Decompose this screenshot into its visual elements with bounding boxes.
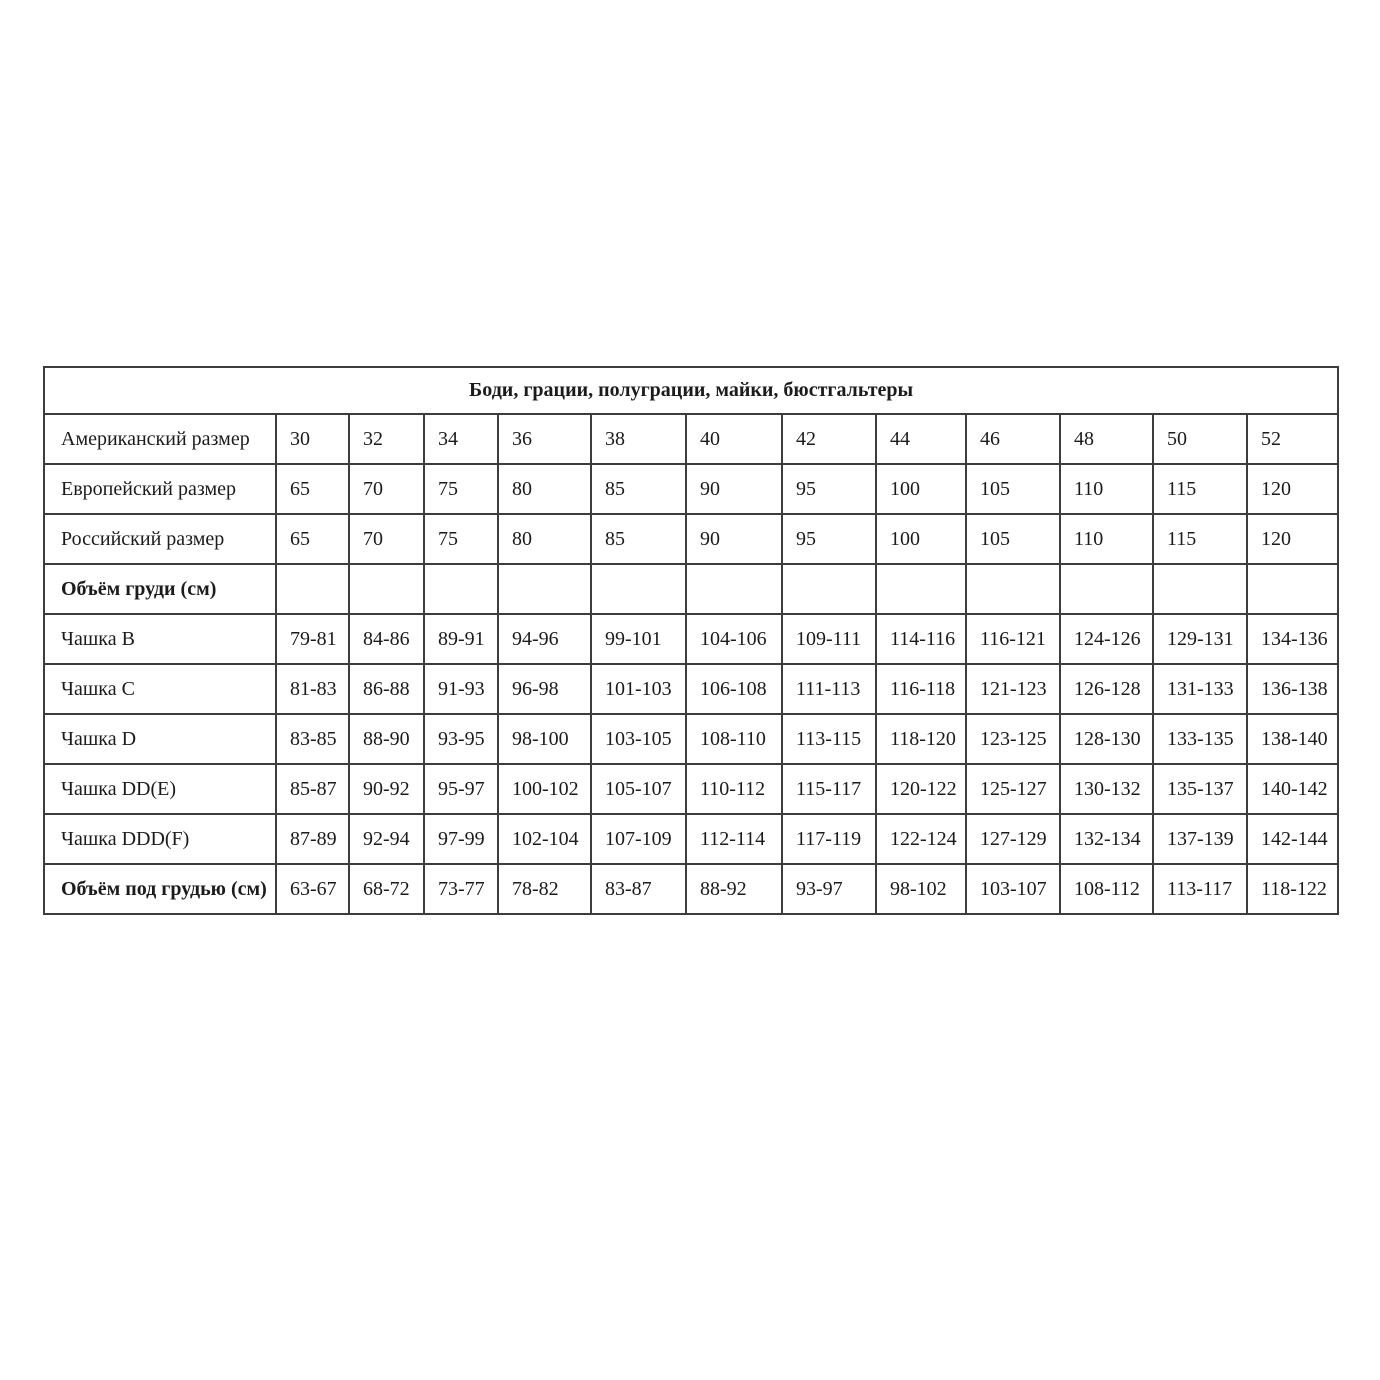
- value-cell: 79-81: [276, 614, 349, 664]
- value-cell: 87-89: [276, 814, 349, 864]
- table-row: [44, 564, 1338, 614]
- value-cell: 73-77: [424, 864, 498, 914]
- value-cell: [276, 564, 349, 614]
- value-cell: 100-102: [498, 764, 591, 814]
- value-cell: 103-107: [966, 864, 1060, 914]
- value-cell: 30: [276, 414, 349, 464]
- value-cell: 115-117: [782, 764, 876, 814]
- table-row: [44, 414, 1338, 464]
- row-label: Европейский размер: [44, 464, 276, 514]
- value-cell: 80: [498, 464, 591, 514]
- value-cell: 113-117: [1153, 864, 1247, 914]
- row-label: Чашка DDD(F): [44, 814, 276, 864]
- value-cell: 88-90: [349, 714, 424, 764]
- value-cell: 52: [1247, 414, 1338, 464]
- value-cell: 84-86: [349, 614, 424, 664]
- value-cell: 123-125: [966, 714, 1060, 764]
- value-cell: [349, 564, 424, 614]
- value-cell: [966, 564, 1060, 614]
- value-cell: 93-95: [424, 714, 498, 764]
- value-cell: 120-122: [876, 764, 966, 814]
- value-cell: 38: [591, 414, 686, 464]
- value-cell: 115: [1153, 464, 1247, 514]
- value-cell: 133-135: [1153, 714, 1247, 764]
- value-cell: 114-116: [876, 614, 966, 664]
- value-cell: 100: [876, 514, 966, 564]
- value-cell: 125-127: [966, 764, 1060, 814]
- value-cell: 102-104: [498, 814, 591, 864]
- value-cell: 42: [782, 414, 876, 464]
- value-cell: 110: [1060, 464, 1153, 514]
- value-cell: 105: [966, 514, 1060, 564]
- value-cell: 90: [686, 464, 782, 514]
- value-cell: 108-112: [1060, 864, 1153, 914]
- value-cell: 129-131: [1153, 614, 1247, 664]
- row-label: Чашка C: [44, 664, 276, 714]
- value-cell: 110: [1060, 514, 1153, 564]
- table-title-row: [44, 367, 1338, 414]
- value-cell: 109-111: [782, 614, 876, 664]
- value-cell: 32: [349, 414, 424, 464]
- value-cell: 75: [424, 514, 498, 564]
- value-cell: 83-87: [591, 864, 686, 914]
- value-cell: 100: [876, 464, 966, 514]
- value-cell: 90: [686, 514, 782, 564]
- row-label: Чашка B: [44, 614, 276, 664]
- value-cell: 140-142: [1247, 764, 1338, 814]
- value-cell: [876, 564, 966, 614]
- value-cell: 85: [591, 514, 686, 564]
- table-row: [44, 764, 1338, 814]
- table-row: [44, 614, 1338, 664]
- row-label: Чашка DD(E): [44, 764, 276, 814]
- value-cell: 90-92: [349, 764, 424, 814]
- value-cell: 122-124: [876, 814, 966, 864]
- value-cell: 83-85: [276, 714, 349, 764]
- table-row: [44, 464, 1338, 514]
- value-cell: 96-98: [498, 664, 591, 714]
- value-cell: 99-101: [591, 614, 686, 664]
- value-cell: 92-94: [349, 814, 424, 864]
- row-label: Объём под грудью (см): [44, 864, 276, 914]
- value-cell: [686, 564, 782, 614]
- value-cell: 44: [876, 414, 966, 464]
- table-row: [44, 814, 1338, 864]
- value-cell: [1060, 564, 1153, 614]
- value-cell: 95: [782, 514, 876, 564]
- value-cell: 63-67: [276, 864, 349, 914]
- value-cell: 94-96: [498, 614, 591, 664]
- value-cell: 112-114: [686, 814, 782, 864]
- value-cell: [1247, 564, 1338, 614]
- value-cell: 130-132: [1060, 764, 1153, 814]
- size-table-body: [44, 367, 1338, 914]
- value-cell: 81-83: [276, 664, 349, 714]
- size-chart-table: [43, 366, 1339, 915]
- value-cell: 34: [424, 414, 498, 464]
- value-cell: 70: [349, 514, 424, 564]
- value-cell: 113-115: [782, 714, 876, 764]
- value-cell: 93-97: [782, 864, 876, 914]
- value-cell: 88-92: [686, 864, 782, 914]
- value-cell: 135-137: [1153, 764, 1247, 814]
- value-cell: 70: [349, 464, 424, 514]
- value-cell: 50: [1153, 414, 1247, 464]
- value-cell: 115: [1153, 514, 1247, 564]
- value-cell: 116-121: [966, 614, 1060, 664]
- value-cell: 95: [782, 464, 876, 514]
- value-cell: 107-109: [591, 814, 686, 864]
- value-cell: 85-87: [276, 764, 349, 814]
- value-cell: 40: [686, 414, 782, 464]
- value-cell: 97-99: [424, 814, 498, 864]
- row-label: Американский размер: [44, 414, 276, 464]
- row-label: Российский размер: [44, 514, 276, 564]
- value-cell: 128-130: [1060, 714, 1153, 764]
- value-cell: 36: [498, 414, 591, 464]
- row-label: Объём груди (см): [44, 564, 276, 614]
- value-cell: 118-120: [876, 714, 966, 764]
- table-row: [44, 714, 1338, 764]
- value-cell: [1153, 564, 1247, 614]
- value-cell: 121-123: [966, 664, 1060, 714]
- value-cell: 65: [276, 464, 349, 514]
- value-cell: 65: [276, 514, 349, 564]
- value-cell: 98-102: [876, 864, 966, 914]
- value-cell: 126-128: [1060, 664, 1153, 714]
- value-cell: 91-93: [424, 664, 498, 714]
- value-cell: 117-119: [782, 814, 876, 864]
- value-cell: 103-105: [591, 714, 686, 764]
- value-cell: 111-113: [782, 664, 876, 714]
- value-cell: 48: [1060, 414, 1153, 464]
- table-row: [44, 664, 1338, 714]
- value-cell: 105: [966, 464, 1060, 514]
- value-cell: [782, 564, 876, 614]
- value-cell: 89-91: [424, 614, 498, 664]
- table-row: [44, 864, 1338, 914]
- value-cell: [498, 564, 591, 614]
- value-cell: 118-122: [1247, 864, 1338, 914]
- value-cell: 120: [1247, 464, 1338, 514]
- value-cell: 136-138: [1247, 664, 1338, 714]
- value-cell: 110-112: [686, 764, 782, 814]
- value-cell: 137-139: [1153, 814, 1247, 864]
- value-cell: 46: [966, 414, 1060, 464]
- value-cell: 132-134: [1060, 814, 1153, 864]
- value-cell: 116-118: [876, 664, 966, 714]
- value-cell: 105-107: [591, 764, 686, 814]
- value-cell: 101-103: [591, 664, 686, 714]
- value-cell: 68-72: [349, 864, 424, 914]
- value-cell: 80: [498, 514, 591, 564]
- value-cell: 85: [591, 464, 686, 514]
- value-cell: 120: [1247, 514, 1338, 564]
- value-cell: [591, 564, 686, 614]
- value-cell: 134-136: [1247, 614, 1338, 664]
- value-cell: 142-144: [1247, 814, 1338, 864]
- table-row: [44, 514, 1338, 564]
- value-cell: 106-108: [686, 664, 782, 714]
- value-cell: 127-129: [966, 814, 1060, 864]
- table-title: Боди, грации, полуграции, майки, бюстгальтеры: [44, 367, 1338, 414]
- value-cell: 98-100: [498, 714, 591, 764]
- value-cell: [424, 564, 498, 614]
- value-cell: 108-110: [686, 714, 782, 764]
- value-cell: 104-106: [686, 614, 782, 664]
- value-cell: 131-133: [1153, 664, 1247, 714]
- row-label: Чашка D: [44, 714, 276, 764]
- value-cell: 86-88: [349, 664, 424, 714]
- value-cell: 78-82: [498, 864, 591, 914]
- value-cell: 75: [424, 464, 498, 514]
- value-cell: 95-97: [424, 764, 498, 814]
- value-cell: 138-140: [1247, 714, 1338, 764]
- value-cell: 124-126: [1060, 614, 1153, 664]
